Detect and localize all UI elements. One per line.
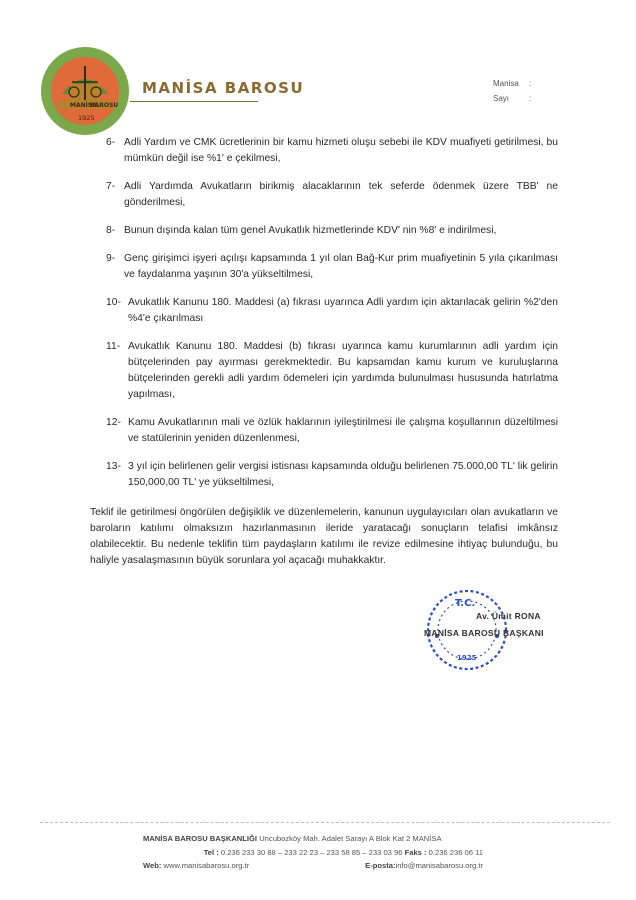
- manisa-barosu-seal-icon: [40, 46, 130, 136]
- footer-phone-row: [143, 846, 483, 860]
- footer-email-group: [365, 859, 483, 873]
- list-item: [106, 459, 558, 491]
- footer-address: Uncubozköy Mah. Adalet Sarayı A Blok Kat 2 MANİSA: [259, 834, 442, 843]
- signatory-name: Av. Ümit RONA: [476, 611, 541, 621]
- seal-side-text: BAROSU: [90, 102, 119, 109]
- list-item: [106, 251, 558, 283]
- item-number: 8-: [106, 225, 116, 236]
- closing-paragraph: Teklif ile getirilmesi öngörülen değişiklik ve düzenlemelerin, kanunun uygulayıcıları olan avukatların ve baroların katılımı olmaksızın hazırlanmasının ileride yaratacağı sonuçların telafisi imkânsız olabilecektir. Bu nedenle teklifin tüm paydaşların katılımı ile revize edilmesine ihtiyaç bulunduğu, bu haliyle yasalaşmasının büyük sorunlara yol açacağı muhakkaktır.: [90, 507, 558, 566]
- footer-divider: [40, 822, 610, 823]
- footer-web: www.manisabarosu.org.tr: [163, 861, 250, 870]
- meta-city-label: Manisa: [493, 79, 519, 88]
- item-number: 6-: [106, 137, 116, 148]
- footer: [143, 832, 483, 873]
- seal-year: 1925: [78, 114, 95, 122]
- document-meta: [493, 76, 531, 106]
- meta-city-sep: :: [529, 79, 532, 88]
- meta-row-city: [493, 76, 531, 91]
- item-text: Avukatlık Kanunu 180. Maddesi (a) fıkrası uyarınca Adli yardım için aktarılacak gelirin %2'den %4'e çıkarılması: [128, 297, 558, 324]
- list-item: [106, 223, 558, 239]
- item-number: 10-: [106, 297, 121, 308]
- item-text: Bunun dışında kalan tüm genel Avukatlık hizmetlerinde KDV' nin %8' e indirilmesi,: [124, 225, 497, 236]
- demand-list: [106, 135, 558, 503]
- item-text: 3 yıl için belirlenen gelir vergisi istisnası kapsamında olduğu belirlenen 75.000,00 TL' lik gelirin 150,000,00 TL' ye yükseltilmesi,: [128, 461, 558, 488]
- signatory-title: MANİSA BAROSU BAŞKANI: [424, 628, 544, 638]
- item-number: 13-: [106, 461, 121, 472]
- item-text: Genç girişimci işyeri açılışı kapsamında 1 yıl olan Bağ-Kur prim muafiyetinin 5 yıla çıkarılması ve faydalanma yaşının 30'a yükseltilmesi,: [124, 253, 558, 280]
- footer-web-row: [143, 859, 483, 873]
- footer-web-group: [143, 859, 249, 873]
- meta-number-label: Sayı: [493, 94, 510, 103]
- footer-fax-label: Faks :: [404, 847, 427, 857]
- footer-tel-label: Tel :: [203, 847, 219, 857]
- meta-number-sep: :: [529, 94, 532, 103]
- footer-email-label: E-posta:: [365, 861, 396, 870]
- org-title-rule: [130, 101, 258, 102]
- footer-address-row: [143, 832, 483, 846]
- item-text: Kamu Avukatlarının mali ve özlük haklarının iyileştirilmesi ile çalışma koşullarının düzeltilmesi ve statülerinin yeniden düzenlenmesi,: [128, 417, 558, 444]
- item-number: 7-: [106, 181, 116, 192]
- list-item: [106, 179, 558, 211]
- footer-fax: 0.236 236 06 11: [428, 847, 483, 857]
- footer-org: MANİSA BAROSU BAŞKANLIĞI: [143, 834, 258, 843]
- item-text: Adli Yardımda Avukatların birikmiş alacaklarının tek seferde ödenmek üzere TBB' ne gönderilmesi,: [124, 181, 558, 208]
- list-item: [106, 295, 558, 327]
- footer-web-label: Web:: [143, 861, 162, 870]
- meta-row-number: [493, 91, 531, 106]
- stamp-top-text: T.C.: [455, 598, 476, 609]
- item-number: 11-: [106, 341, 121, 352]
- item-text: Avukatlık Kanunu 180. Maddesi (b) fıkrası uyarınca kamu kurumlarının adli yardım için bütçelerinden pay ayırması gerekmektedir. Bu kapsamdan kamu kurum ve kuruluşlarına bütçelerinden gerekli adli yardım ödemeleri için yardımda bulunulması hususunda hatırlatma yapılması,: [128, 341, 558, 400]
- list-item: [106, 415, 558, 447]
- list-item: [106, 135, 558, 167]
- item-number: 9-: [106, 253, 116, 264]
- item-text: Adli Yardım ve CMK ücretlerinin bir kamu hizmeti oluşu sebebi ile KDV muafiyeti getirilmesi, bu mümkün değil ise %1' e çekilmesi,: [124, 137, 558, 164]
- stamp-year: 1925: [457, 654, 477, 662]
- list-item: [106, 339, 558, 403]
- footer-email: info@manisabarosu.org.tr: [395, 861, 483, 870]
- org-title: MANİSA BAROSU: [142, 79, 305, 97]
- seal-top-text: MANİSA: [70, 102, 97, 109]
- footer-tel: 0.236 233 30 88 – 233 22 23 – 233 58 85 – 233 03 96: [220, 847, 403, 857]
- item-number: 12-: [106, 417, 121, 428]
